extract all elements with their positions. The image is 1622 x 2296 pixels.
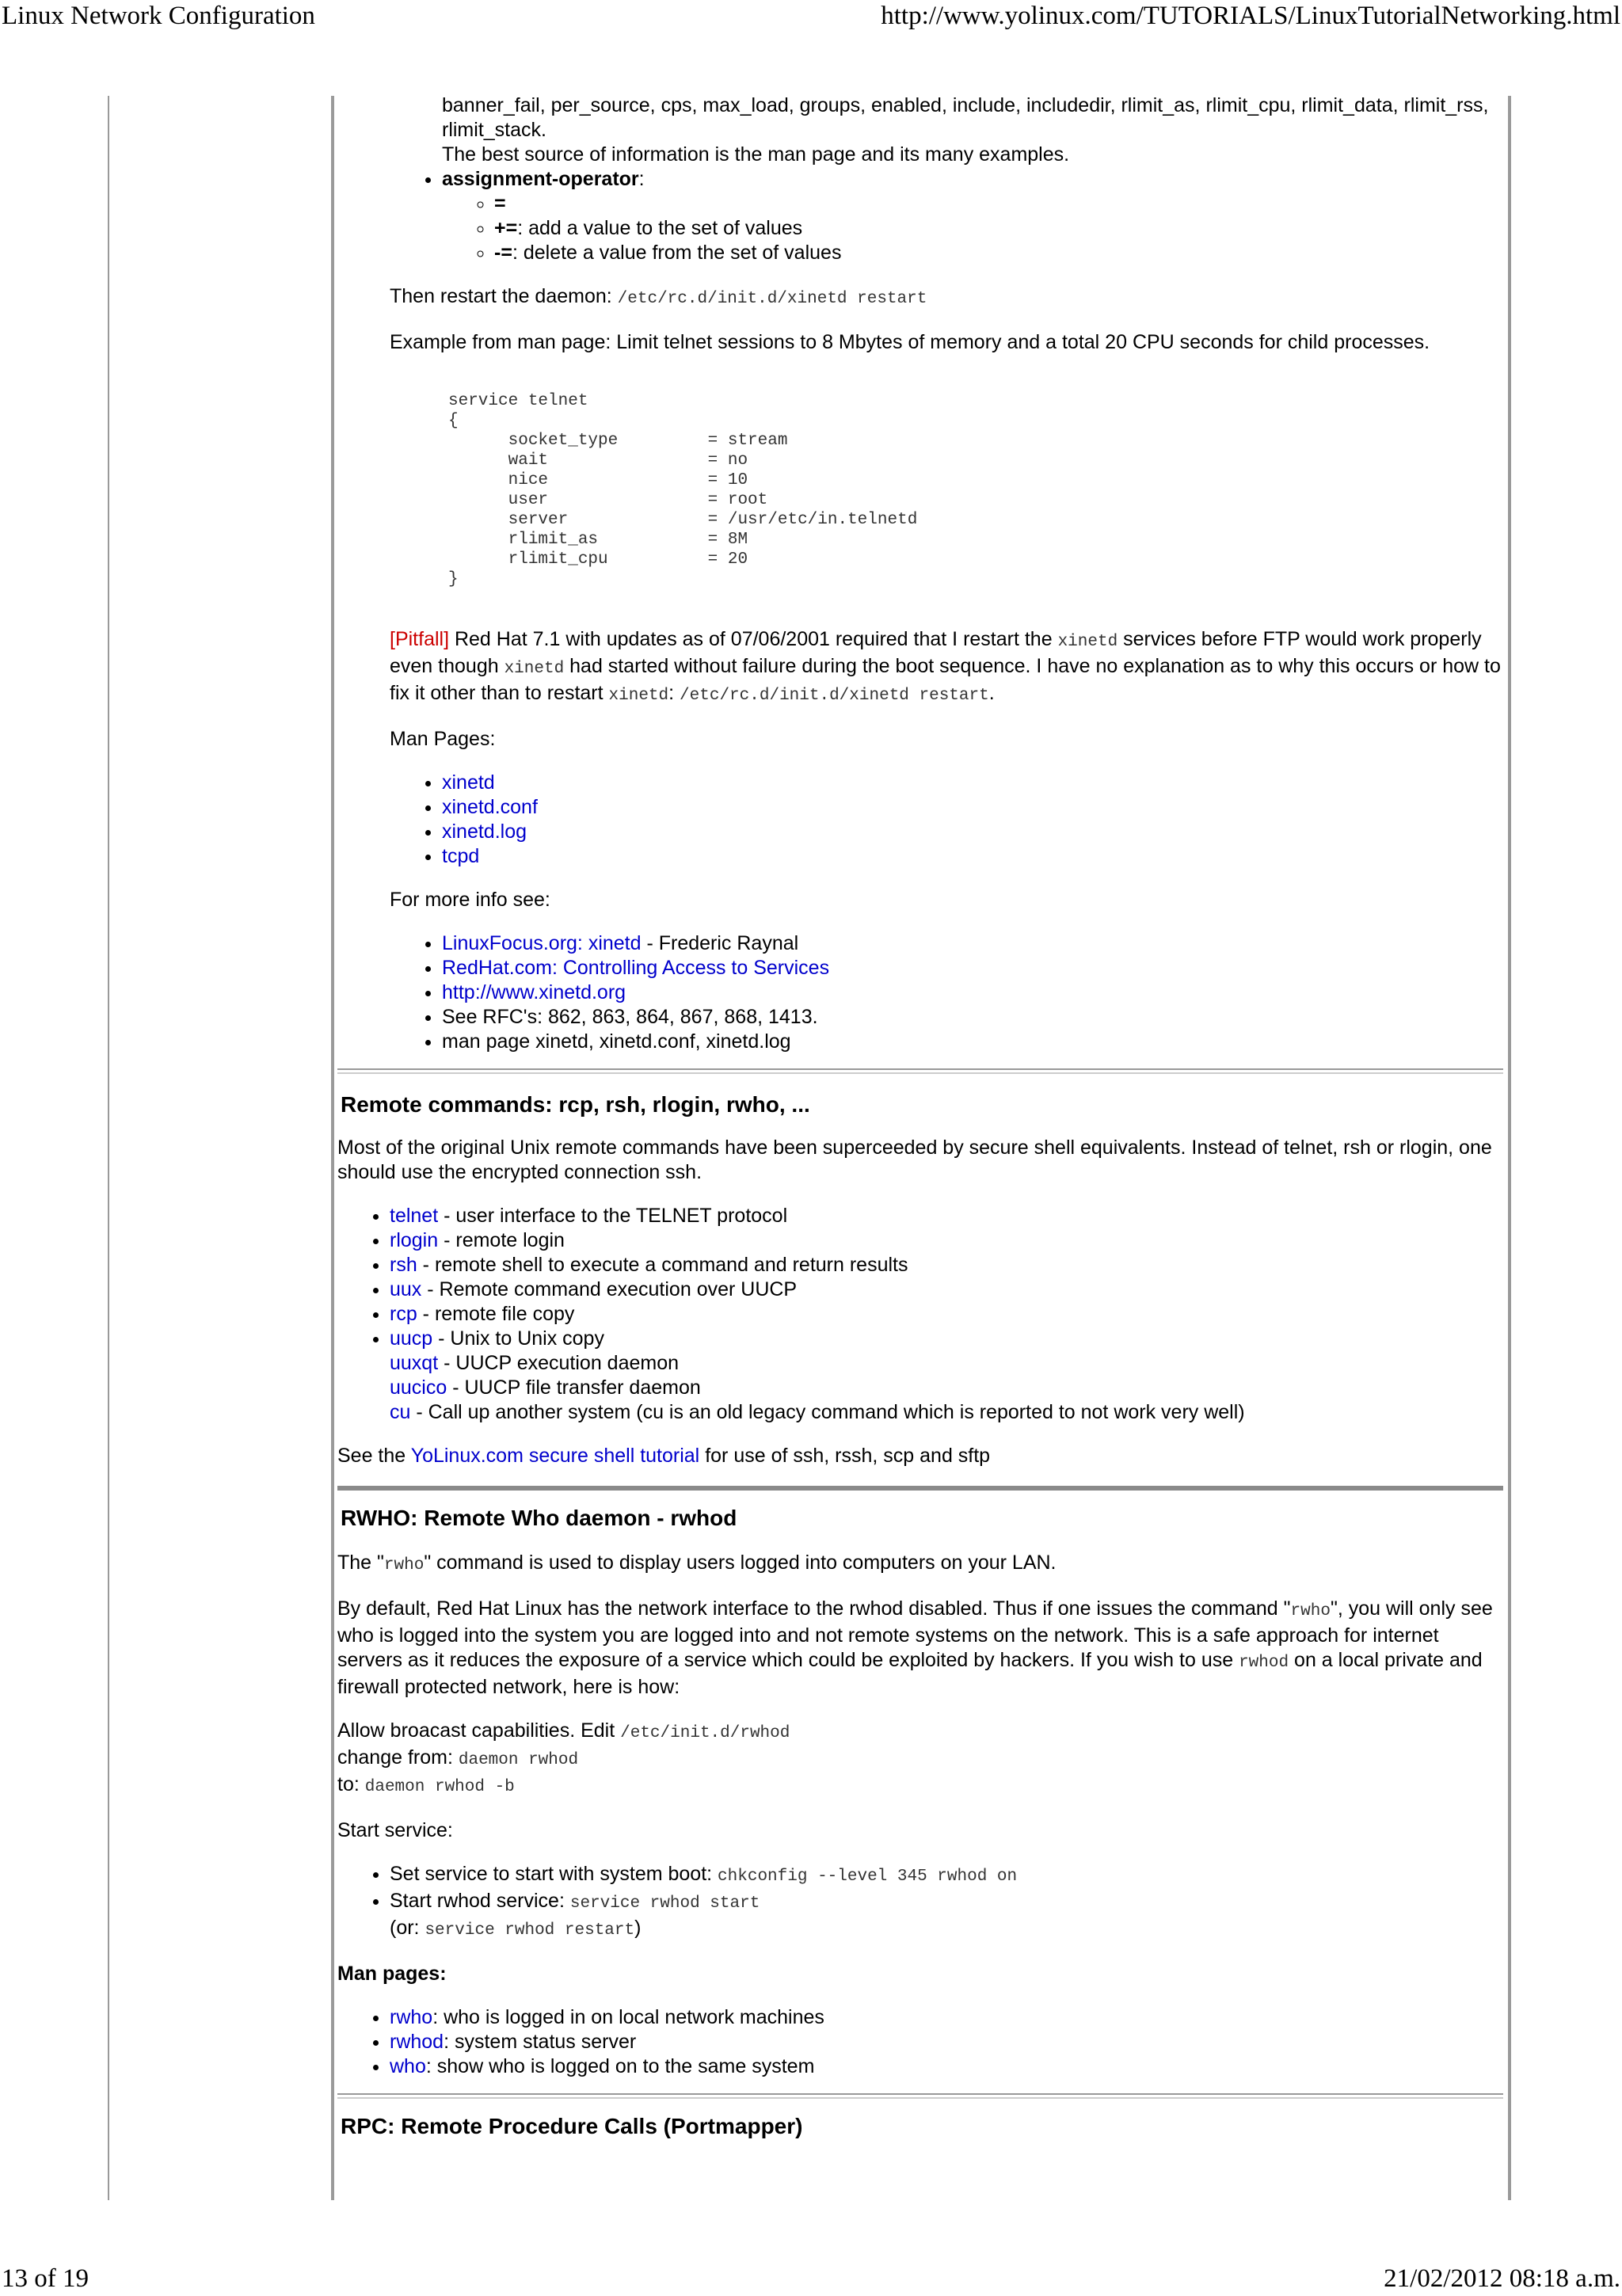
- list-item: [442, 956, 1503, 980]
- op-item: ◦ -=: delete a value from the set of values: [494, 241, 1503, 265]
- ops-list: [442, 192, 1503, 265]
- list-item: uuxqt - UUCP execution daemon: [390, 1352, 680, 1374]
- rpc-heading: RPC: Remote Procedure Calls (Portmapper): [341, 2114, 803, 2138]
- list-item: • who: show who is logged on to the same system: [390, 2054, 1503, 2079]
- xinetd-attr-text: banner_fail, per_source, cps, max_load, groups, enabled, include, includedir, rlimit_as, rlimit_cpu, rlimit_data, rlimit_rss, rlimit_stack.: [442, 94, 1489, 141]
- list-item: • Start rwhod service: service rwhod start (or: service rwhod restart): [390, 1889, 1503, 1943]
- content-left-border: [331, 96, 334, 2200]
- remote-heading: Remote commands: rcp, rsh, rlogin, rwho, ...: [341, 1092, 810, 1117]
- link-uuxqt[interactable]: uuxqt: [390, 1352, 439, 1374]
- uucp-sub-list: [390, 1351, 1503, 1425]
- link-rlogin[interactable]: rlogin: [390, 1229, 439, 1251]
- rwho-heading: RWHO: Remote Who daemon - rwhod: [341, 1506, 737, 1530]
- xinetd-attr-list: [390, 93, 1503, 167]
- section-divider: [337, 1068, 1503, 1074]
- restart-cmd: /etc/rc.d/init.d/xinetd restart: [617, 290, 927, 308]
- list-item: cu - Call up another system (cu is an old legacy command which is reported to not work very well): [390, 1401, 1245, 1423]
- link-rwho[interactable]: rwho: [390, 2006, 433, 2028]
- pitfall-label: [Pitfall]: [390, 628, 450, 650]
- list-item: [442, 980, 1503, 1005]
- list-item: • rwho: who is logged in on local network machines: [390, 2005, 1503, 2030]
- xinetd-best-source: The best source of information is the man page and its many examples.: [442, 143, 1070, 166]
- link-rsh[interactable]: rsh: [390, 1254, 417, 1276]
- start-service-label: Start service:: [337, 1819, 453, 1841]
- rwho-p2: By default, Red Hat Linux has the network interface to the rwhod disabled. Thus if one issues the command "rwho", you will only see who is logged into the system you are logged into and not remote systems on the network. This is a safe approach for internet servers as it reduces the exposure of a service which could be exploited by hackers. If you wish to use rwhod on a local private and firewall protected network, here is how:: [337, 1597, 1493, 1698]
- section-divider: [337, 1486, 1503, 1491]
- xinetd-section: [390, 93, 1503, 1054]
- link-xinetd-org[interactable]: http://www.xinetd.org: [442, 981, 626, 1003]
- list-item: uucico - UUCP file transfer daemon: [390, 1376, 701, 1399]
- list-item: [442, 844, 1503, 869]
- link-redhat[interactable]: RedHat.com: Controlling Access to Services: [442, 957, 830, 979]
- assign-op-label: assignment-operator: [442, 168, 639, 190]
- main-content: [337, 93, 1503, 2140]
- list-item: • telnet - user interface to the TELNET protocol: [390, 1204, 1503, 1228]
- list-item: • uucp - Unix to Unix copy uuxqt - UUCP execution daemon uucico - UUCP file transfer daemon cu - Call up another system (cu is an old legacy command which is reported to not work very well): [390, 1327, 1503, 1425]
- link-rcp[interactable]: rcp: [390, 1303, 417, 1325]
- man-link-xinetd-log[interactable]: xinetd.log: [442, 821, 527, 843]
- list-item: • rwhod: system status server: [390, 2030, 1503, 2054]
- list-item: • rcp - remote file copy: [390, 1302, 1503, 1327]
- man-link-xinetd[interactable]: xinetd: [442, 771, 495, 794]
- content-right-border: [1508, 96, 1511, 2200]
- list-item: • uux - Remote command execution over UUCP: [390, 1277, 1503, 1302]
- list-item: [442, 820, 1503, 844]
- rwho-man-list: [337, 2005, 1503, 2079]
- link-linuxfocus[interactable]: LinuxFocus.org: xinetd: [442, 932, 642, 954]
- print-header-title: Linux Network Configuration: [2, 2, 315, 30]
- ssh-tutorial-line: See the YoLinux.com secure shell tutorial for use of ssh, rssh, scp and sftp: [337, 1445, 991, 1467]
- op-item: ◦ +=: add a value to the set of values: [494, 216, 1503, 241]
- man-pages-list: [390, 771, 1503, 869]
- link-rwhod[interactable]: rwhod: [390, 2031, 444, 2053]
- more-info-list: [390, 931, 1503, 1054]
- print-footer: [0, 2263, 1622, 2296]
- print-header-url: http://www.yolinux.com/TUTORIALS/LinuxTutorialNetworking.html: [881, 2, 1620, 30]
- code-block: service telnet { socket_type = stream wait = no nice = 10 user = root server = /usr/etc/in.telnetd rlimit_as = 8M rlimit_cpu = 20 }: [448, 392, 918, 588]
- link-uux[interactable]: uux: [390, 1278, 422, 1300]
- link-cu[interactable]: cu: [390, 1401, 411, 1423]
- man-link-xinetd-conf[interactable]: xinetd.conf: [442, 796, 538, 818]
- print-header: [0, 0, 1622, 33]
- remote-intro: Most of the original Unix remote commands have been superceeded by secure shell equivalents. Instead of telnet, rsh or rlogin, one should use the encrypted connection ssh.: [337, 1137, 1492, 1183]
- print-datetime: 21/02/2012 08:18 a.m.: [1384, 2264, 1620, 2293]
- link-uucp[interactable]: uucp: [390, 1327, 433, 1350]
- remote-list: [337, 1204, 1503, 1425]
- frame-left-border: [108, 96, 109, 2200]
- list-item: • Set service to start with system boot: chkconfig --level 345 rwhod on: [390, 1862, 1503, 1889]
- man-pages-label: Man Pages:: [390, 728, 496, 750]
- list-item: • LinuxFocus.org: xinetd - Frederic Raynal: [442, 931, 1503, 956]
- rwho-man-label: Man pages:: [337, 1963, 447, 1985]
- list-item: • man page xinetd, xinetd.conf, xinetd.log: [442, 1030, 1503, 1054]
- link-ssh-tutorial[interactable]: YoLinux.com secure shell tutorial: [410, 1445, 700, 1467]
- start-service-list: [337, 1862, 1503, 1943]
- link-telnet[interactable]: telnet: [390, 1205, 439, 1227]
- page-number: 13 of 19: [2, 2264, 89, 2293]
- link-uucico[interactable]: uucico: [390, 1376, 447, 1399]
- example-text: Example from man page: Limit telnet sessions to 8 Mbytes of memory and a total 20 CPU seconds for child processes.: [390, 331, 1430, 353]
- link-who[interactable]: who: [390, 2055, 426, 2077]
- section-divider: [337, 2093, 1503, 2099]
- more-info-label: For more info see:: [390, 889, 550, 911]
- rwho-allow: Allow broacast capabilities. Edit /etc/init.d/rwhod change from: daemon rwhod to: daemon rwhod -b: [337, 1719, 790, 1796]
- list-item: • rsh - remote shell to execute a command and return results: [390, 1253, 1503, 1277]
- rwho-p1: The "rwho" command is used to display users logged into computers on your LAN.: [337, 1552, 1057, 1574]
- man-link-tcpd[interactable]: tcpd: [442, 845, 480, 867]
- list-item: [442, 795, 1503, 820]
- pitfall-paragraph: [Pitfall] Red Hat 7.1 with updates as of 07/06/2001 required that I restart the xinetd services before FTP would work properly even though xinetd had started without failure during the boot sequence. I have no explanation as to why this occurs or how to fix it other than to restart xinetd: /etc/rc.d/init.d/xinetd restart.: [390, 628, 1501, 705]
- list-item: • rlogin - remote login: [390, 1228, 1503, 1253]
- list-item: • See RFC's: 862, 863, 864, 867, 868, 1413.: [442, 1005, 1503, 1030]
- op-item: ◦ =: [494, 192, 1503, 216]
- assign-op-list: • assignment-operator: ◦ = ◦ +=: add a value to the set of values ◦ -=: delete a value from the set of values: [390, 167, 1503, 265]
- list-item: [442, 771, 1503, 795]
- restart-line: Then restart the daemon: /etc/rc.d/init.d/xinetd restart: [390, 285, 927, 308]
